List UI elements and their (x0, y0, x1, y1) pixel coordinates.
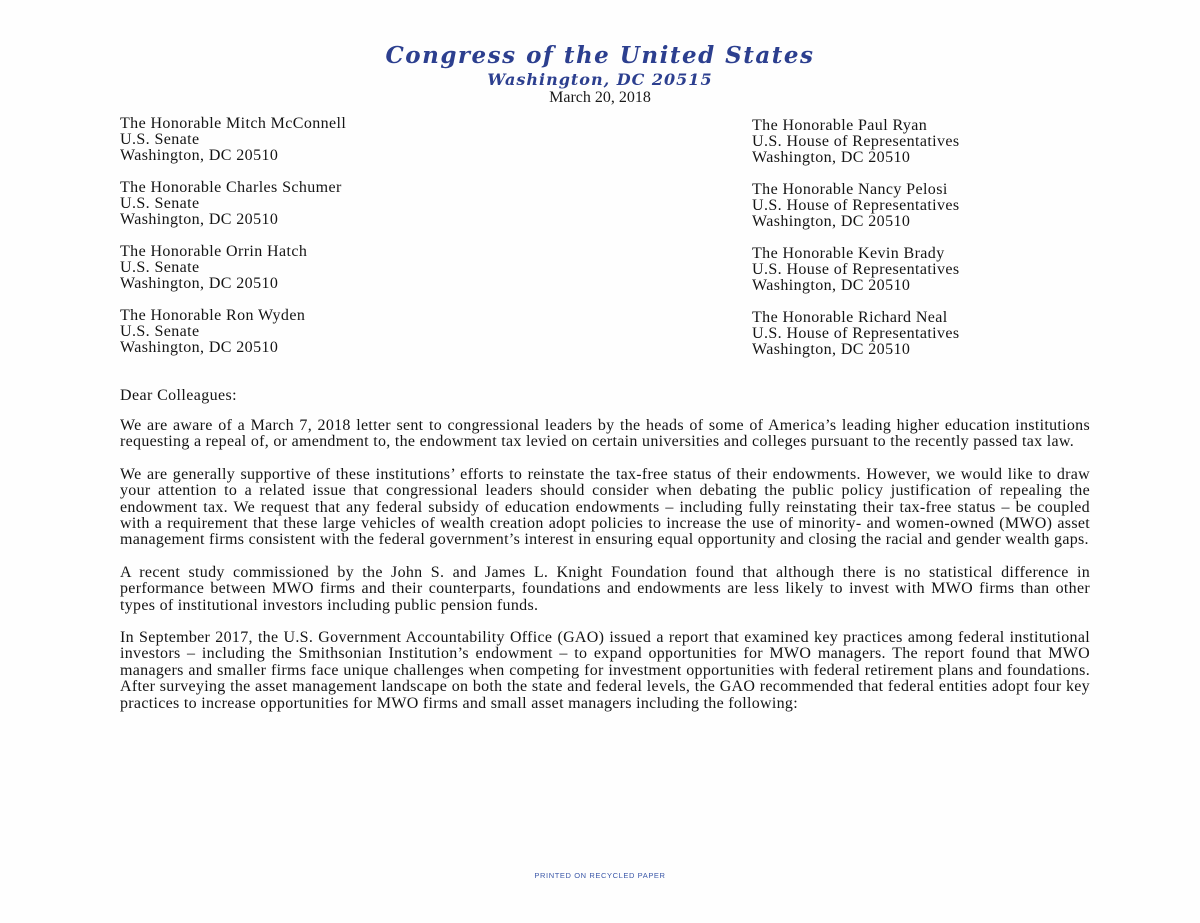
recipient-name: The Honorable Richard Neal (752, 309, 948, 326)
recipient-office: U.S. House of Representatives (752, 133, 960, 150)
recipient-office: U.S. Senate (120, 259, 200, 276)
recipient-address: Washington, DC 20510 (120, 339, 279, 356)
recipient-block (752, 182, 960, 230)
recipient-name: The Honorable Paul Ryan (752, 117, 928, 134)
recipient-address: Washington, DC 20510 (752, 277, 911, 294)
recipient-name: The Honorable Kevin Brady (752, 245, 945, 262)
salutation: Dear Colleagues: (120, 387, 238, 404)
recipient-name: The Honorable Charles Schumer (120, 179, 342, 196)
recipient-office: U.S. House of Representatives (752, 325, 960, 342)
recipient-office: U.S. Senate (120, 195, 200, 212)
recipient-name: The Honorable Orrin Hatch (120, 243, 308, 260)
recipient-name: The Honorable Ron Wyden (120, 307, 306, 324)
body-paragraph: In September 2017, the U.S. Government Accountability Office (GAO) issued a report that examined key practices among federal institutional investors – including the Smithsonian Institution’s endowment – to expand opportunities for MWO managers. The report found that MWO managers and smaller firms face unique challenges when competing for investment opportunities with federal retirement plans and foundations. After surveying the asset management landscape on both the state and federal levels, the GAO recommended that federal entities adopt four key practices to increase opportunities for MWO firms and small asset managers including the following: (120, 629, 1090, 712)
recycled-paper-footer: PRINTED ON RECYCLED PAPER (534, 871, 666, 880)
recipients-house (752, 118, 960, 374)
letterhead-title: Congress of the United States (385, 42, 815, 69)
letterhead (0, 40, 1200, 106)
body-paragraph: We are generally supportive of these institutions’ efforts to reinstate the tax-free status of their endowments. However, we would like to draw your attention to a related issue that congressional leaders should consider when debating the public policy justification of repealing the endowment tax. We request that any federal subsidy of education endowments – including fully reinstating their tax-free status – be coupled with a requirement that these large vehicles of wealth creation adopt policies to increase the use of minority- and women-owned (MWO) asset management firms consistent with the federal government’s interest in ensuring equal opportunity and closing the racial and gender wealth gaps. (120, 465, 1090, 549)
recipient-address: Washington, DC 20510 (752, 149, 911, 166)
recipient-name: The Honorable Mitch McConnell (120, 115, 347, 132)
recipient-block (752, 246, 960, 294)
recipient-name: The Honorable Nancy Pelosi (752, 181, 948, 198)
recipients-senate (120, 116, 346, 372)
recipient-address: Washington, DC 20510 (752, 213, 911, 230)
recipient-office: U.S. Senate (120, 131, 200, 148)
recipient-block (120, 308, 346, 356)
recipient-block (752, 310, 960, 358)
recipient-block (120, 180, 346, 228)
letterhead-city: Washington, DC 20515 (487, 70, 713, 89)
recipient-block (120, 244, 346, 292)
body-paragraph: We are aware of a March 7, 2018 letter sent to congressional leaders by the heads of some of America’s leading higher education institutions requesting a repeal of, or amendment to, the endowment tax levied on certain universities and colleges pursuant to the recently passed tax law. (120, 417, 1090, 451)
recipient-address: Washington, DC 20510 (752, 341, 911, 358)
recipient-block (120, 116, 346, 164)
recipient-address: Washington, DC 20510 (120, 275, 279, 292)
letter-body (120, 418, 1090, 728)
letter-date: March 20, 2018 (549, 89, 651, 106)
recipient-office: U.S. House of Representatives (752, 197, 960, 214)
recipient-address: Washington, DC 20510 (120, 147, 279, 164)
recipient-office: U.S. House of Representatives (752, 261, 960, 278)
recipient-address: Washington, DC 20510 (120, 211, 279, 228)
recipient-office: U.S. Senate (120, 323, 200, 340)
body-paragraph: A recent study commissioned by the John S. and James L. Knight Foundation found that although there is no statistical difference in performance between MWO firms and their counterparts, foundations and endowments are less likely to invest with MWO firms than other types of institutional investors including public pension funds. (120, 563, 1090, 614)
recipient-block (752, 118, 960, 166)
